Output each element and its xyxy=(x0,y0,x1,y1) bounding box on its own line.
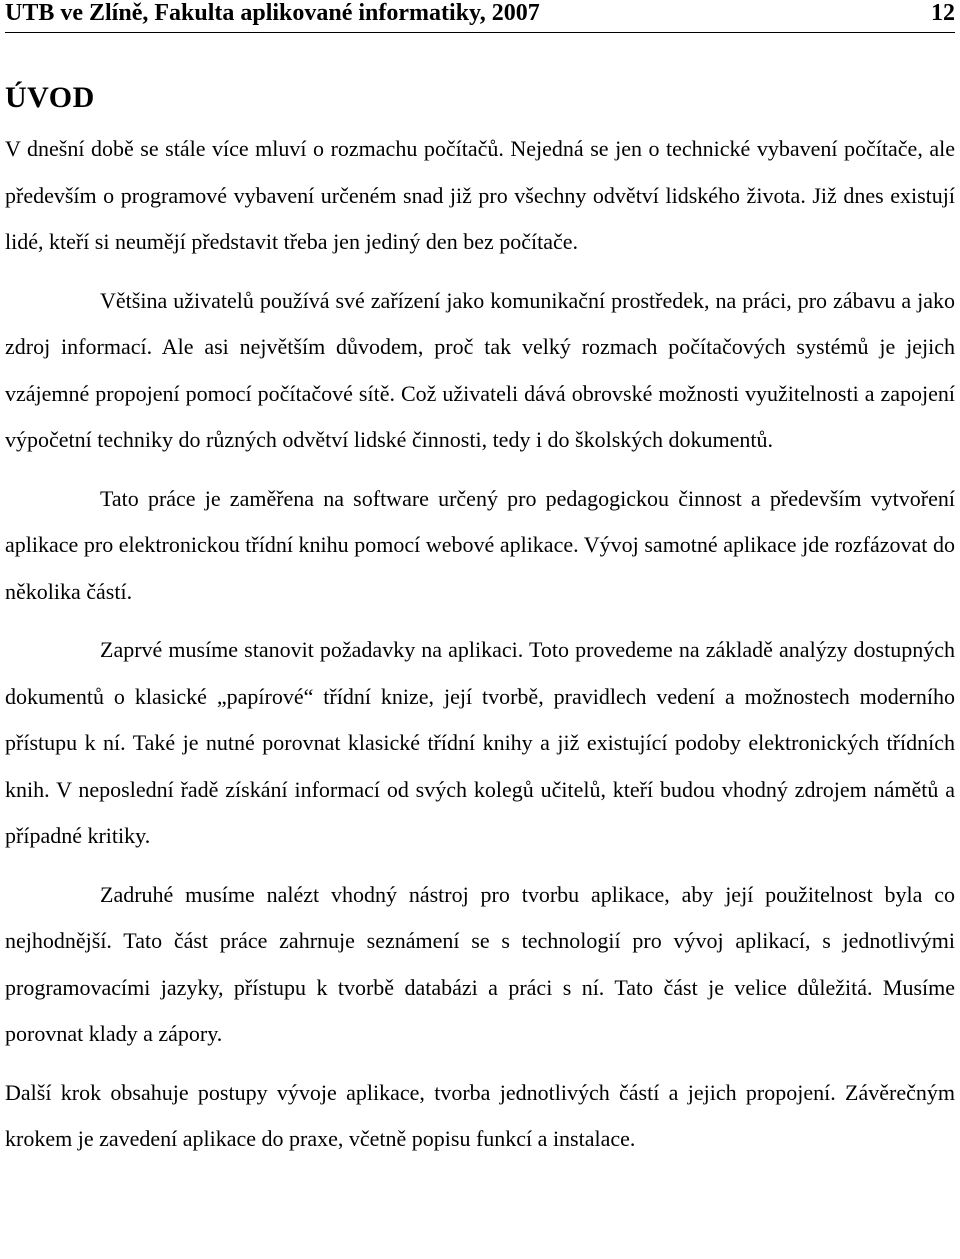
paragraph-gap xyxy=(5,266,955,278)
header-title: UTB ve Zlíně, Fakulta aplikované informatiky, 2007 xyxy=(5,0,540,26)
paragraph: Zadruhé musíme nalézt vhodný nástroj pro tvorbu aplikace, aby její použitelnost byla co nejhodnější. Tato část práce zahrnuje seznámení se s technologií pro vývoj aplikací, s jednotlivými programovacími jazyky, přístupu k tvorbě databázi a práci s ní. Tato část je velice důležitá. Musíme porovnat klady a zápory. xyxy=(5,881,955,1046)
paragraph: Zaprvé musíme stanovit požadavky na aplikaci. Toto provedeme na základě analýzy dostupných dokumentů o klasické „papírové“ třídní knize, její tvorbě, pravidlech vedení a možnostech moderního přístupu k ní. Také je nutné porovnat klasické třídní knihy a již existující podoby elektronických třídních knih. V neposlední řadě získání informací od svých kolegů učitelů, kteří budou vhodný zdrojem námětů a případné kritiky. xyxy=(5,637,955,848)
paragraph-gap xyxy=(5,464,955,476)
body-text xyxy=(5,126,955,1163)
paragraph: Další krok obsahuje postupy vývoje aplikace, tvorba jednotlivých částí a jejich propojení. Závěrečným krokem je zavedení aplikace do praxe, včetně popisu funkcí a instalace. xyxy=(5,1079,955,1151)
paragraph: Tato práce je zaměřena na software určený pro pedagogickou činnost a především vytvoření aplikace pro elektronickou třídní knihu pomocí webové aplikace. Vývoj samotné aplikace jde rozfázovat do několika částí. xyxy=(5,485,955,604)
paragraph: Většina uživatelů používá své zařízení jako komunikační prostředek, na práci, pro zábavu a jako zdroj informací. Ale asi největším důvodem, proč tak velký rozmach počítačových systémů je jejich vzájemné propojení pomocí počítačové sítě. Což uživateli dává obrovské možnosti využitelnosti a zapojení výpočetní techniky do různých odvětví lidské činnosti, tedy i do školských dokumentů. xyxy=(5,287,955,452)
header-rule xyxy=(5,32,955,33)
paragraph-gap xyxy=(5,615,955,627)
document-page xyxy=(5,0,955,1163)
paragraph-gap xyxy=(5,860,955,872)
paragraph: V dnešní době se stále více mluví o rozmachu počítačů. Nejedná se jen o technické vybavení počítače, ale především o programové vybavení určeném snad již pro všechny odvětví lidského života. Již dnes existují lidé, kteří si neumějí představit třeba jen jediný den bez počítače. xyxy=(5,136,955,254)
running-header xyxy=(5,0,955,32)
page-number: 12 xyxy=(931,0,955,26)
section-heading: ÚVOD xyxy=(5,81,95,114)
paragraph-gap xyxy=(5,1058,955,1070)
